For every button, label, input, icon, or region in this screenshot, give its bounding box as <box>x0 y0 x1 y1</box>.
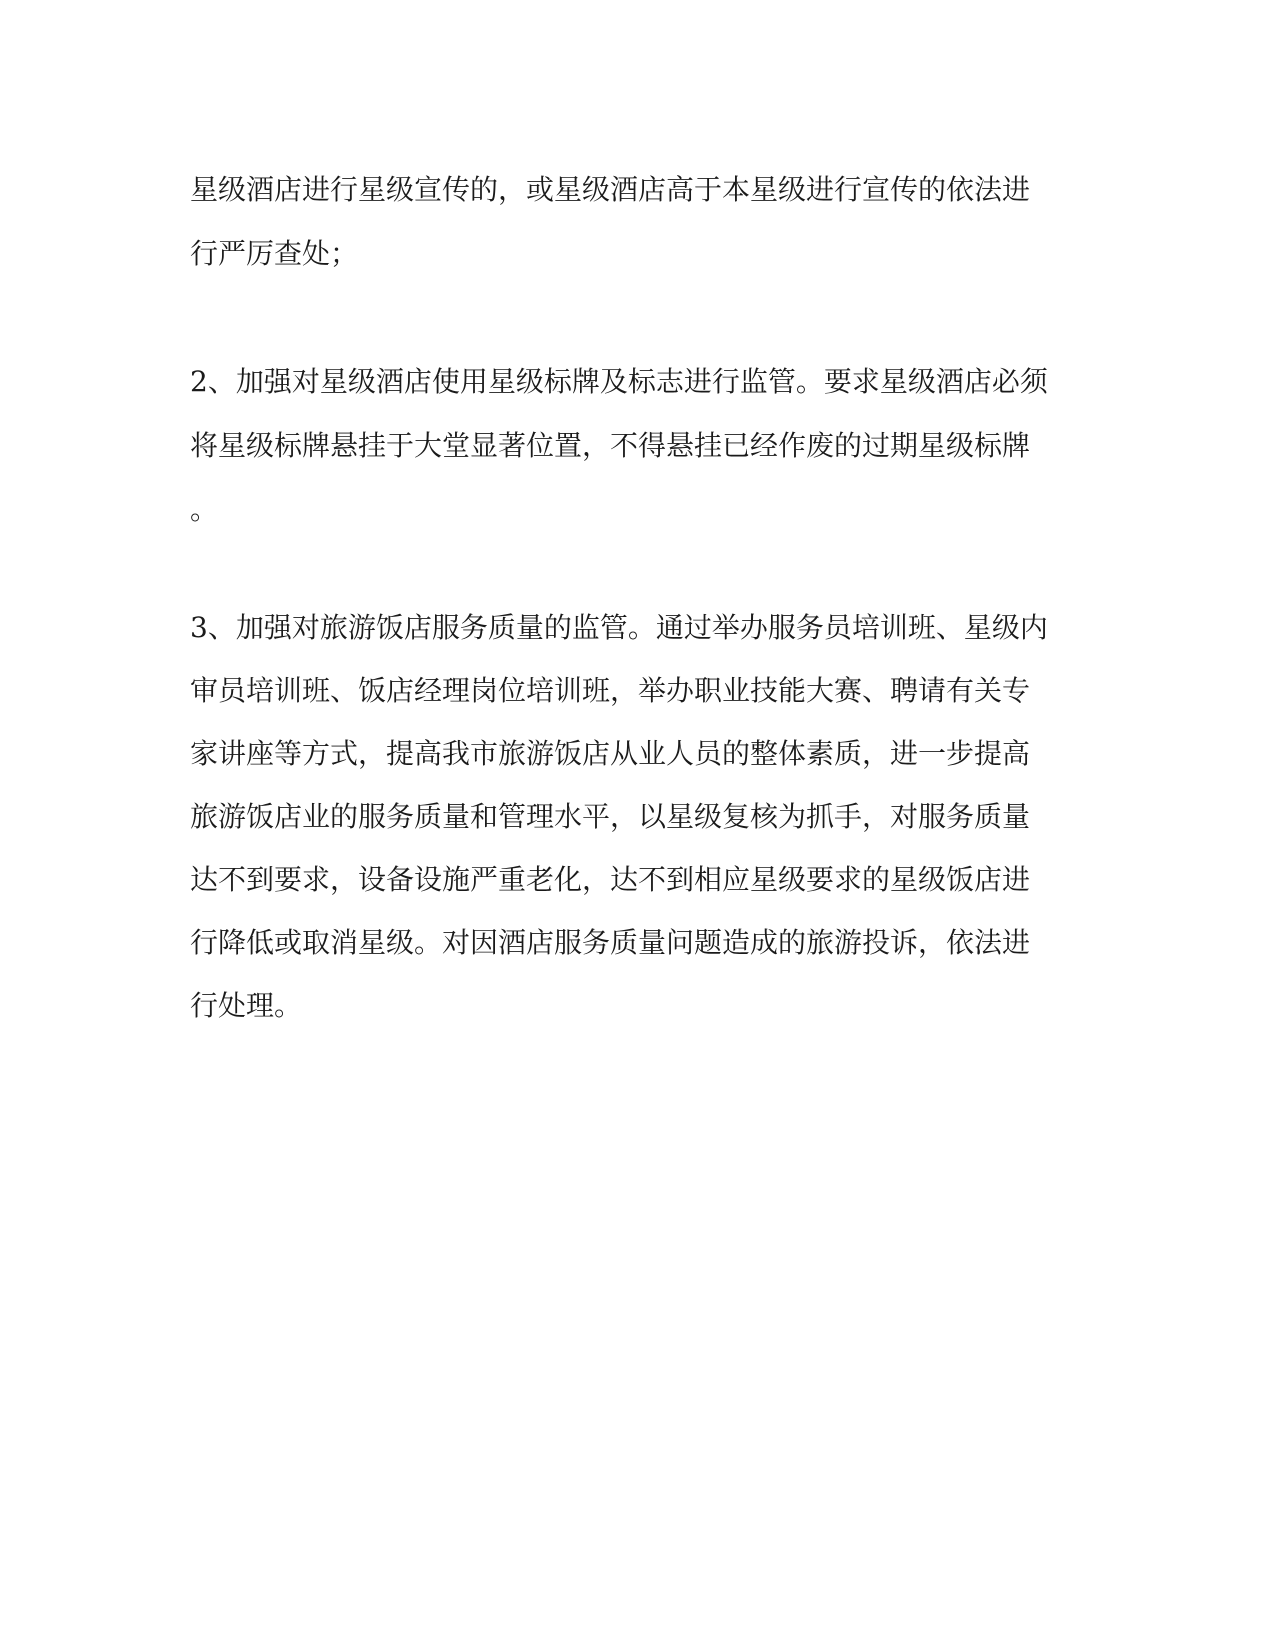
text-line: 行降低或取消星级。对因酒店服务质量问题造成的旅游投诉，依法进 <box>190 926 1031 959</box>
text-line: 家讲座等方式，提高我市旅游饭店从业人员的整体素质，进一步提高 <box>190 737 1031 770</box>
text-line: 旅游饭店业的服务质量和管理水平，以星级复核为抓手，对服务质量 <box>190 800 1031 833</box>
text-line: 星级酒店进行星级宣传的，或星级酒店高于本星级进行宣传的依法进 <box>190 173 1031 206</box>
text-line: 将星级标牌悬挂于大堂显著位置，不得悬挂已经作废的过期星级标牌 <box>190 429 1031 462</box>
text-line: 行严厉查处； <box>190 237 359 270</box>
text-line: 审员培训班、饭店经理岗位培训班，举办职业技能大赛、聘请有关专 <box>190 674 1031 707</box>
text-line: 达不到要求，设备设施严重老化，达不到相应星级要求的星级饭店进 <box>190 863 1031 896</box>
text-line: 。 <box>190 493 219 526</box>
text-line: 2、加强对星级酒店使用星级标牌及标志进行监管。要求星级酒店必须 <box>190 365 1048 398</box>
text-line: 3、加强对旅游饭店服务质量的监管。通过举办服务员培训班、星级内 <box>190 611 1048 644</box>
text-line: 行处理。 <box>190 989 303 1022</box>
